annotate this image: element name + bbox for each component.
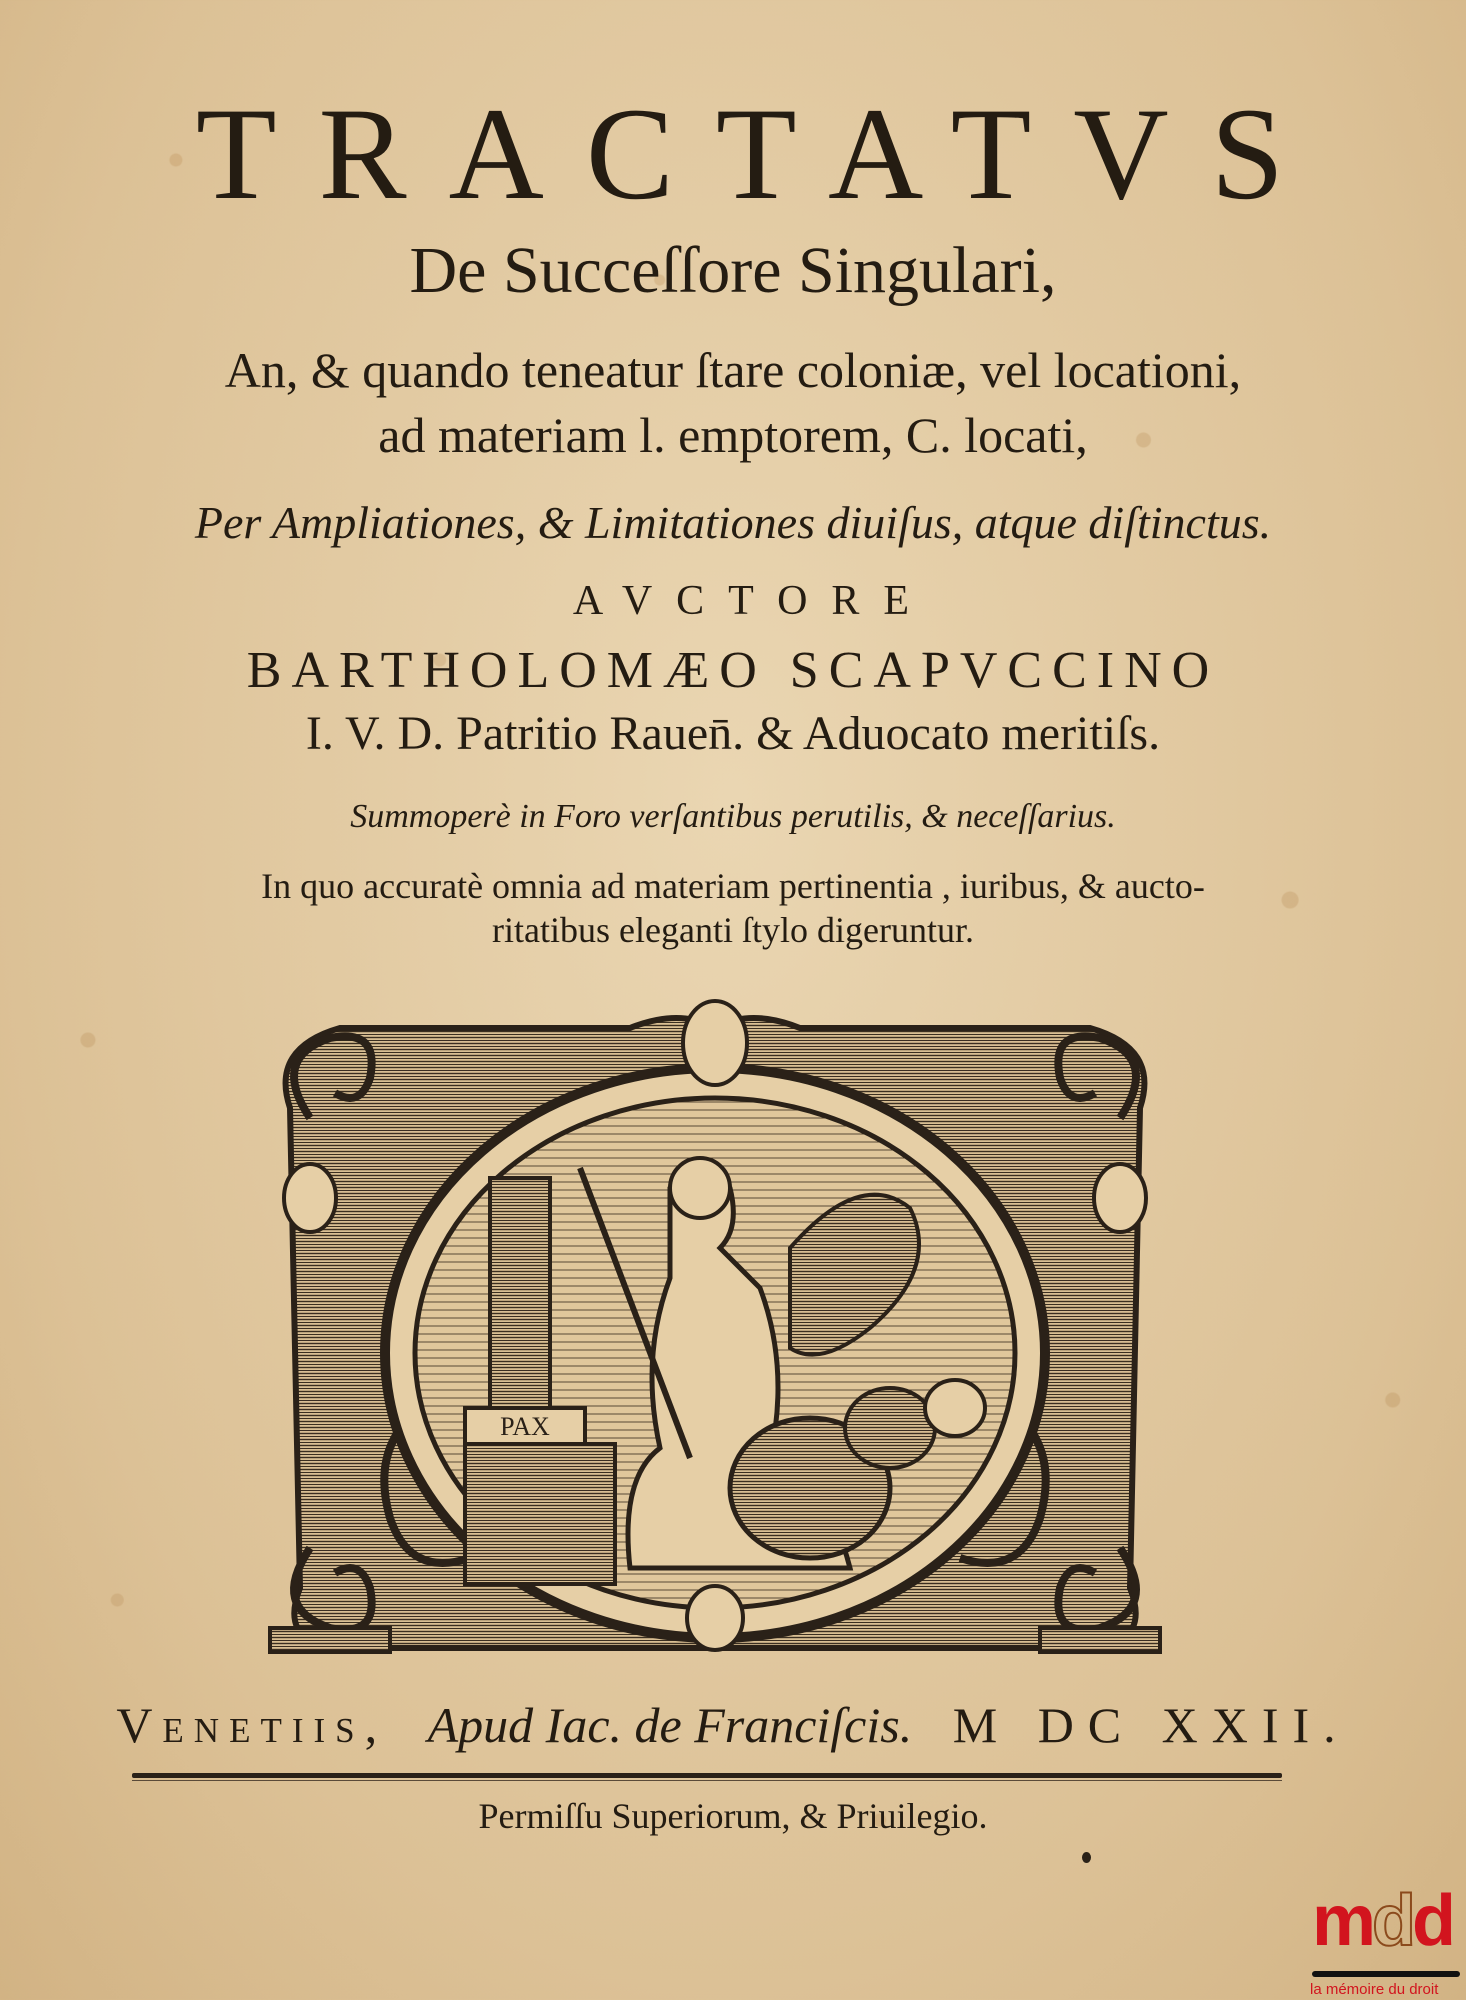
commendation: Summoperè in Foro verſantibus perutilis, & neceſſarius. [350,798,1116,835]
mdd-watermark-logo [1300,1881,1466,2000]
book-title: TRACTATVS [195,80,1327,227]
author-name: BARTHOLOMÆO SCAPVCCINO [246,642,1220,699]
subtitle-line-4: Per Ampliationes, & Limitationes diuiſus, atque diſtinctus. [194,497,1272,548]
logo-underline [1312,1971,1460,1977]
description-line-1: In quo accuratè omnia ad materiam pertinentia , iuribus, & aucto- [261,866,1205,906]
pax-inscription: PAX [500,1412,550,1441]
privilege-line: Permiſſu Superiorum, & Priuilegio. [478,1796,988,1836]
subtitle-line-3: ad materiam l. emptorem, C. locati, [378,407,1088,463]
imprint-year: M DC XXII. [952,1697,1350,1753]
auctore-label: AVCTORE [572,578,934,624]
logo-tagline: la mémoire du droit [1310,1981,1439,1998]
ink-speck [1082,1852,1091,1863]
mdd-logo-mark: mdd [1312,1881,1452,1961]
description-line-2: ritatibus eleganti ſtylo digeruntur. [492,910,974,950]
author-credentials: I. V. D. Patritio Rauen̄. & Aduocato meritiſs. [305,707,1161,760]
woodcut-printers-device [250,988,1180,1668]
horizontal-rule [132,1773,1282,1778]
imprint-publisher: Apud Iac. de Franciſcis. [427,1697,913,1753]
horizontal-rule-thin [132,1780,1282,1781]
imprint-line [0,1697,1466,1753]
subtitle-line-1: De Succeſſore Singulari, [409,234,1057,307]
subtitle-line-2: An, & quando teneatur ſtare coloniæ, vel locationi, [224,342,1242,398]
imprint-city: Venetiis, [116,1697,388,1753]
